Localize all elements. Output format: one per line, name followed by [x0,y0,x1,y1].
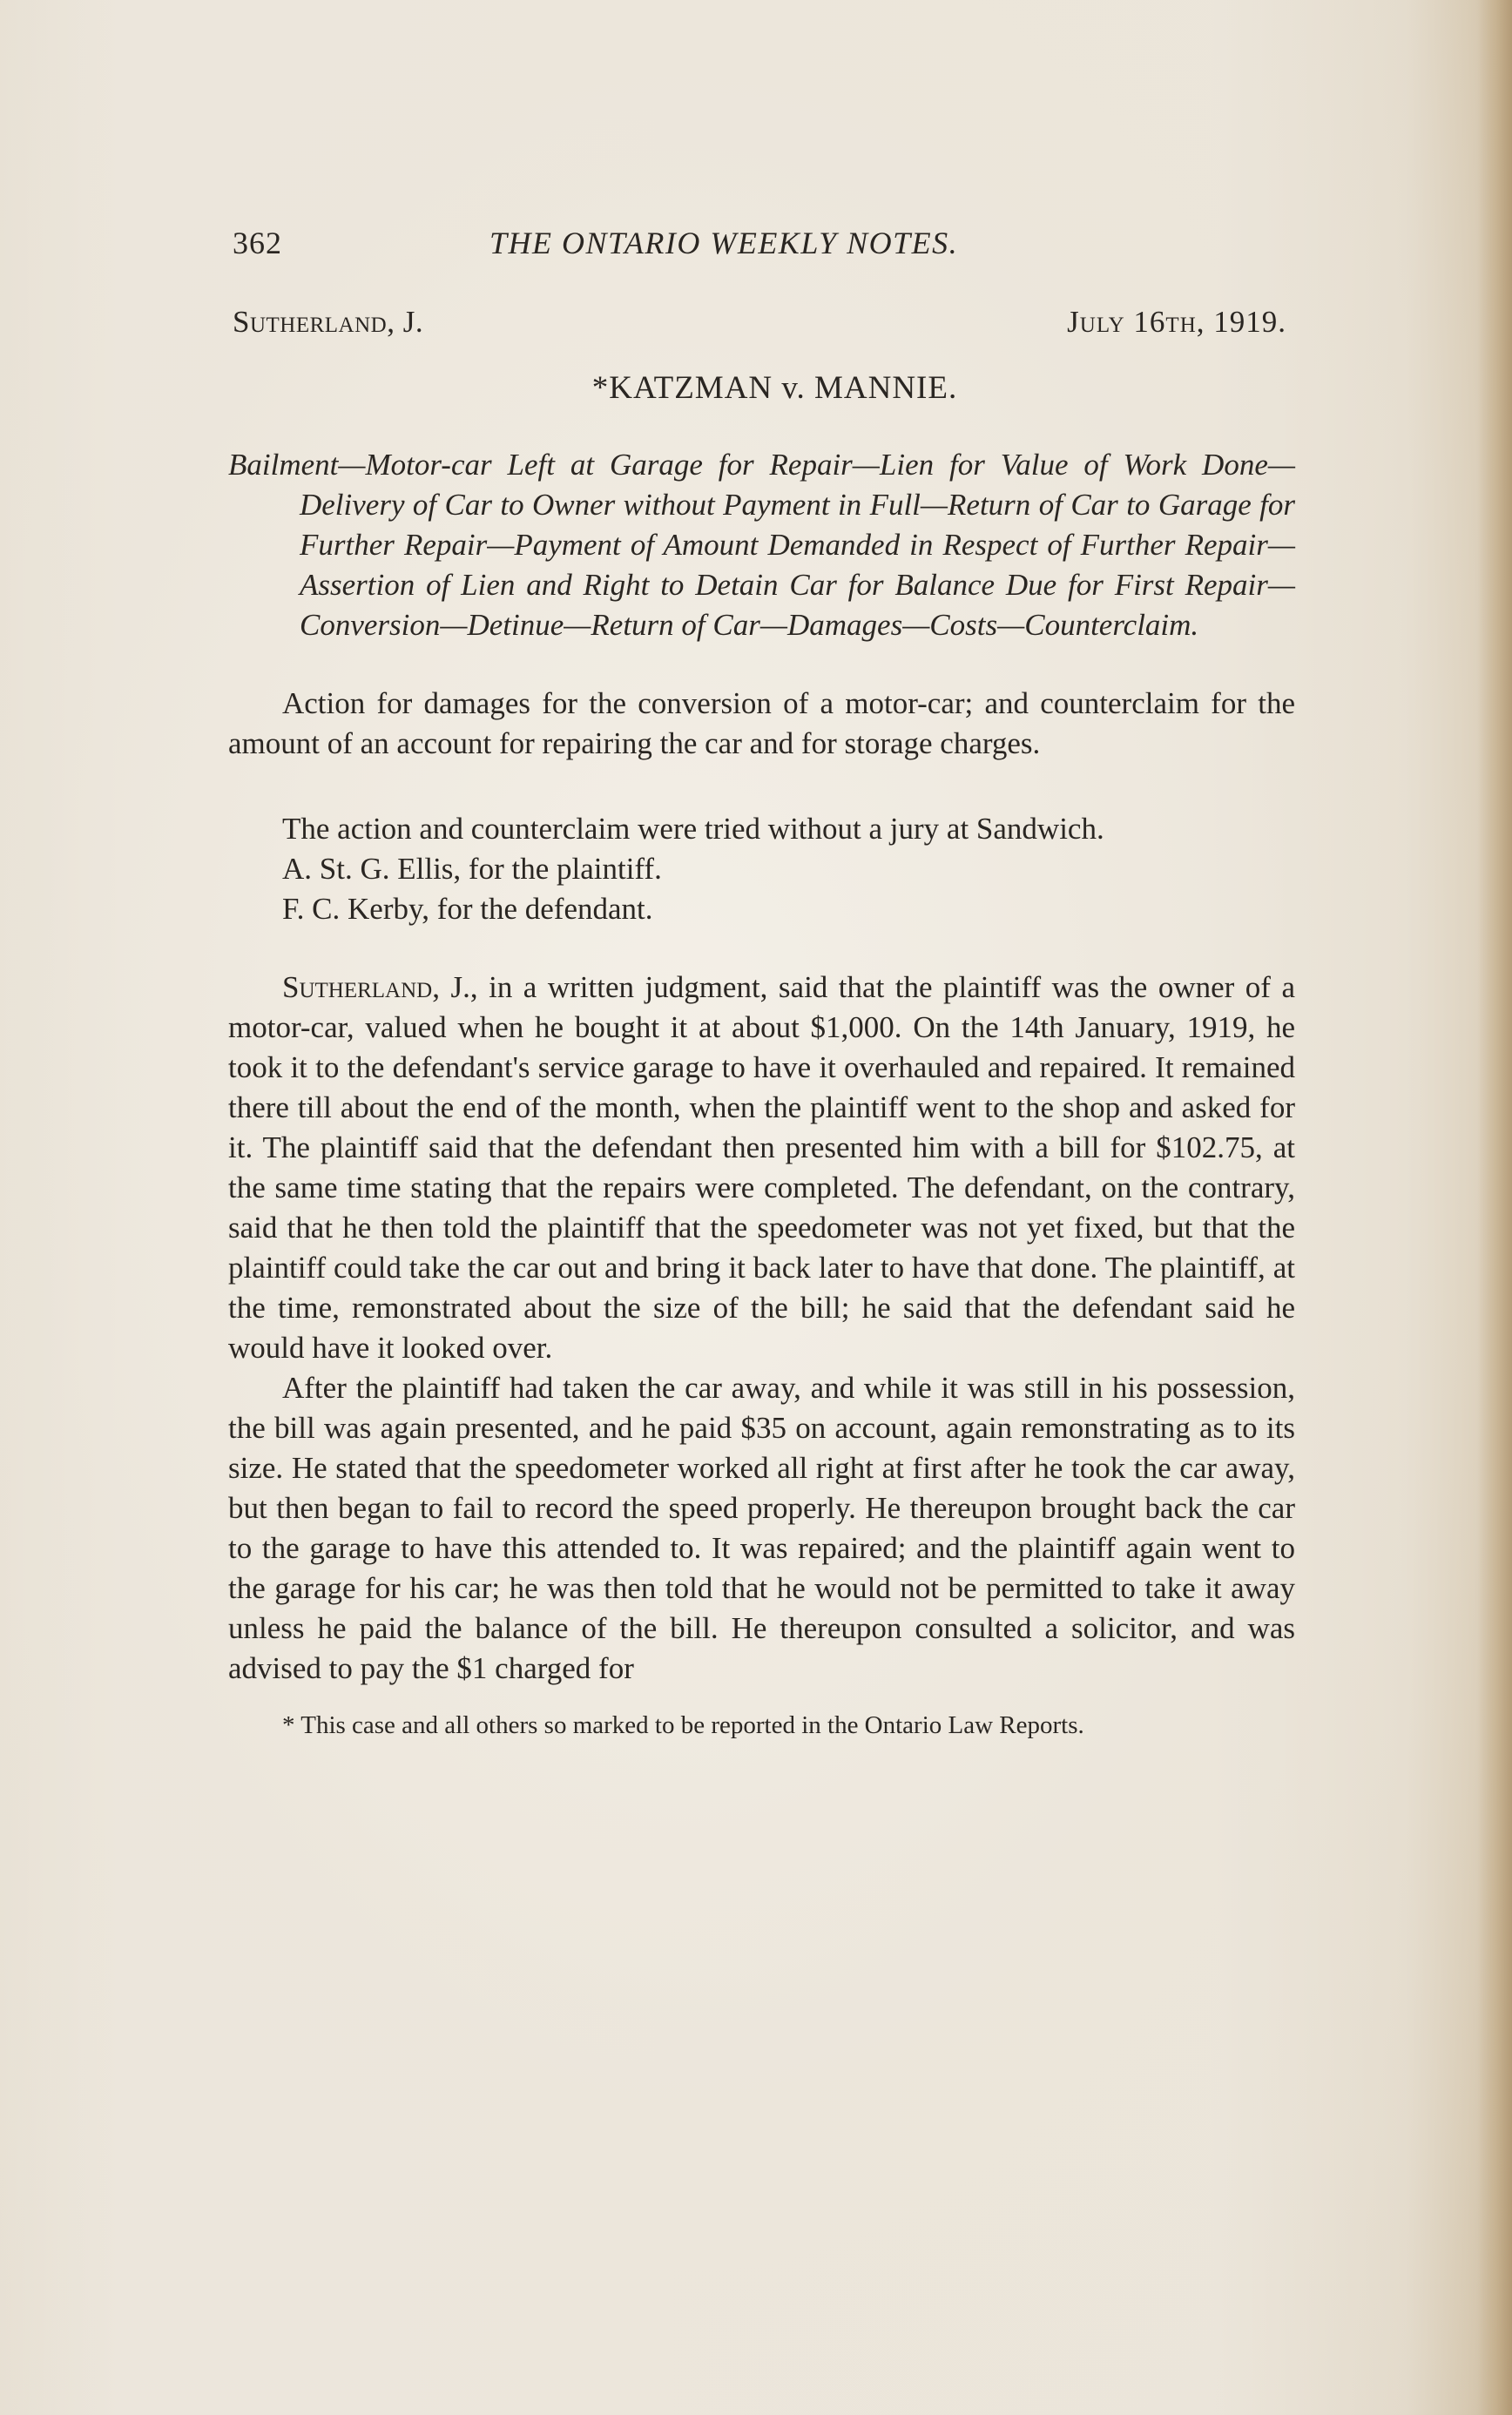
page-edge-shadow [1477,0,1512,2415]
judgment-judge-name: Sutherland, J. [282,970,470,1004]
action-paragraph: Action for damages for the conversion of a motor-car; and counterclaim for the amount of an account for repairing the car and for storage charges. [228,686,1295,760]
running-head [228,218,1295,270]
judgment-paragraph-1-text: , in a written judgment, said that the plaintiff was the owner of a motor-car, valued when he bought it at about $1,000. On the 14th January, 1919, he took it to the defendant's service garage to have it overhauled and repaired. It remained there till about the end of the month, when the plaintiff went to the shop and asked for it. The plaintiff said that the defendant then presented him with a bill for $102.75, at the same time stating that the repairs were completed. The defendant, on the contrary, said that he then told the plaintiff that the speedometer was not yet fixed, but that the plaintiff could take the car out and bring it back later to have that done. The plaintiff, at the time, remonstrated about the size of the bill; he said that the defendant said he would have it looked over. [228,970,1295,1365]
journal-title: THE ONTARIO WEEKLY NOTES. [489,226,959,260]
case-title: *KATZMAN v. MANNIE. [591,370,958,406]
judgment-paragraph-1 [228,968,1295,1368]
counsel-plaintiff: A. St. G. Ellis, for the plaintiff. [282,852,662,886]
page-number: 362 [233,226,282,260]
judgment-date: July 16th, 1919. [1067,305,1286,339]
judgment-paragraph-2: After the plaintiff had taken the car away, and while it was still in his possession, the bill was again presented, and he paid $35 on account, again remonstrating as to its size. He stated that the speedometer worked all right at first after he took the car away, but then began to fail to record the speed properly. He thereupon brought back the car to the garage to have this attended to. It was repaired; and the plaintiff again went to the garage for his car; he was then told that he would not be permitted to take it away unless he paid the balance of the bill. He thereupon consulted a solicitor, and was advised to pay the $1 charged for [228,1371,1295,1685]
headnote: Bailment—Motor-car Left at Garage for Repair—Lien for Value of Work Done—Delivery of Car to Owner without Payment in Full—Return of Car to Garage for Further Repair—Payment of Amount Demanded in Respect of Further Repair—Assertion of Lien and Right to Detain Car for Balance Due for First Repair—Conversion—Detinue—Return of Car—Damages—Costs—Counterclaim. [228,448,1295,642]
trial-paragraph: The action and counterclaim were tried without a jury at Sandwich. [282,812,1104,846]
counsel-defendant: F. C. Kerby, for the defendant. [282,892,653,926]
judge-name: Sutherland, J. [233,305,424,339]
page-content [228,218,1295,1768]
footnote: * This case and all others so marked to be reported in the Ontario Law Reports. [282,1711,1084,1739]
judge-date-line [228,305,1295,357]
